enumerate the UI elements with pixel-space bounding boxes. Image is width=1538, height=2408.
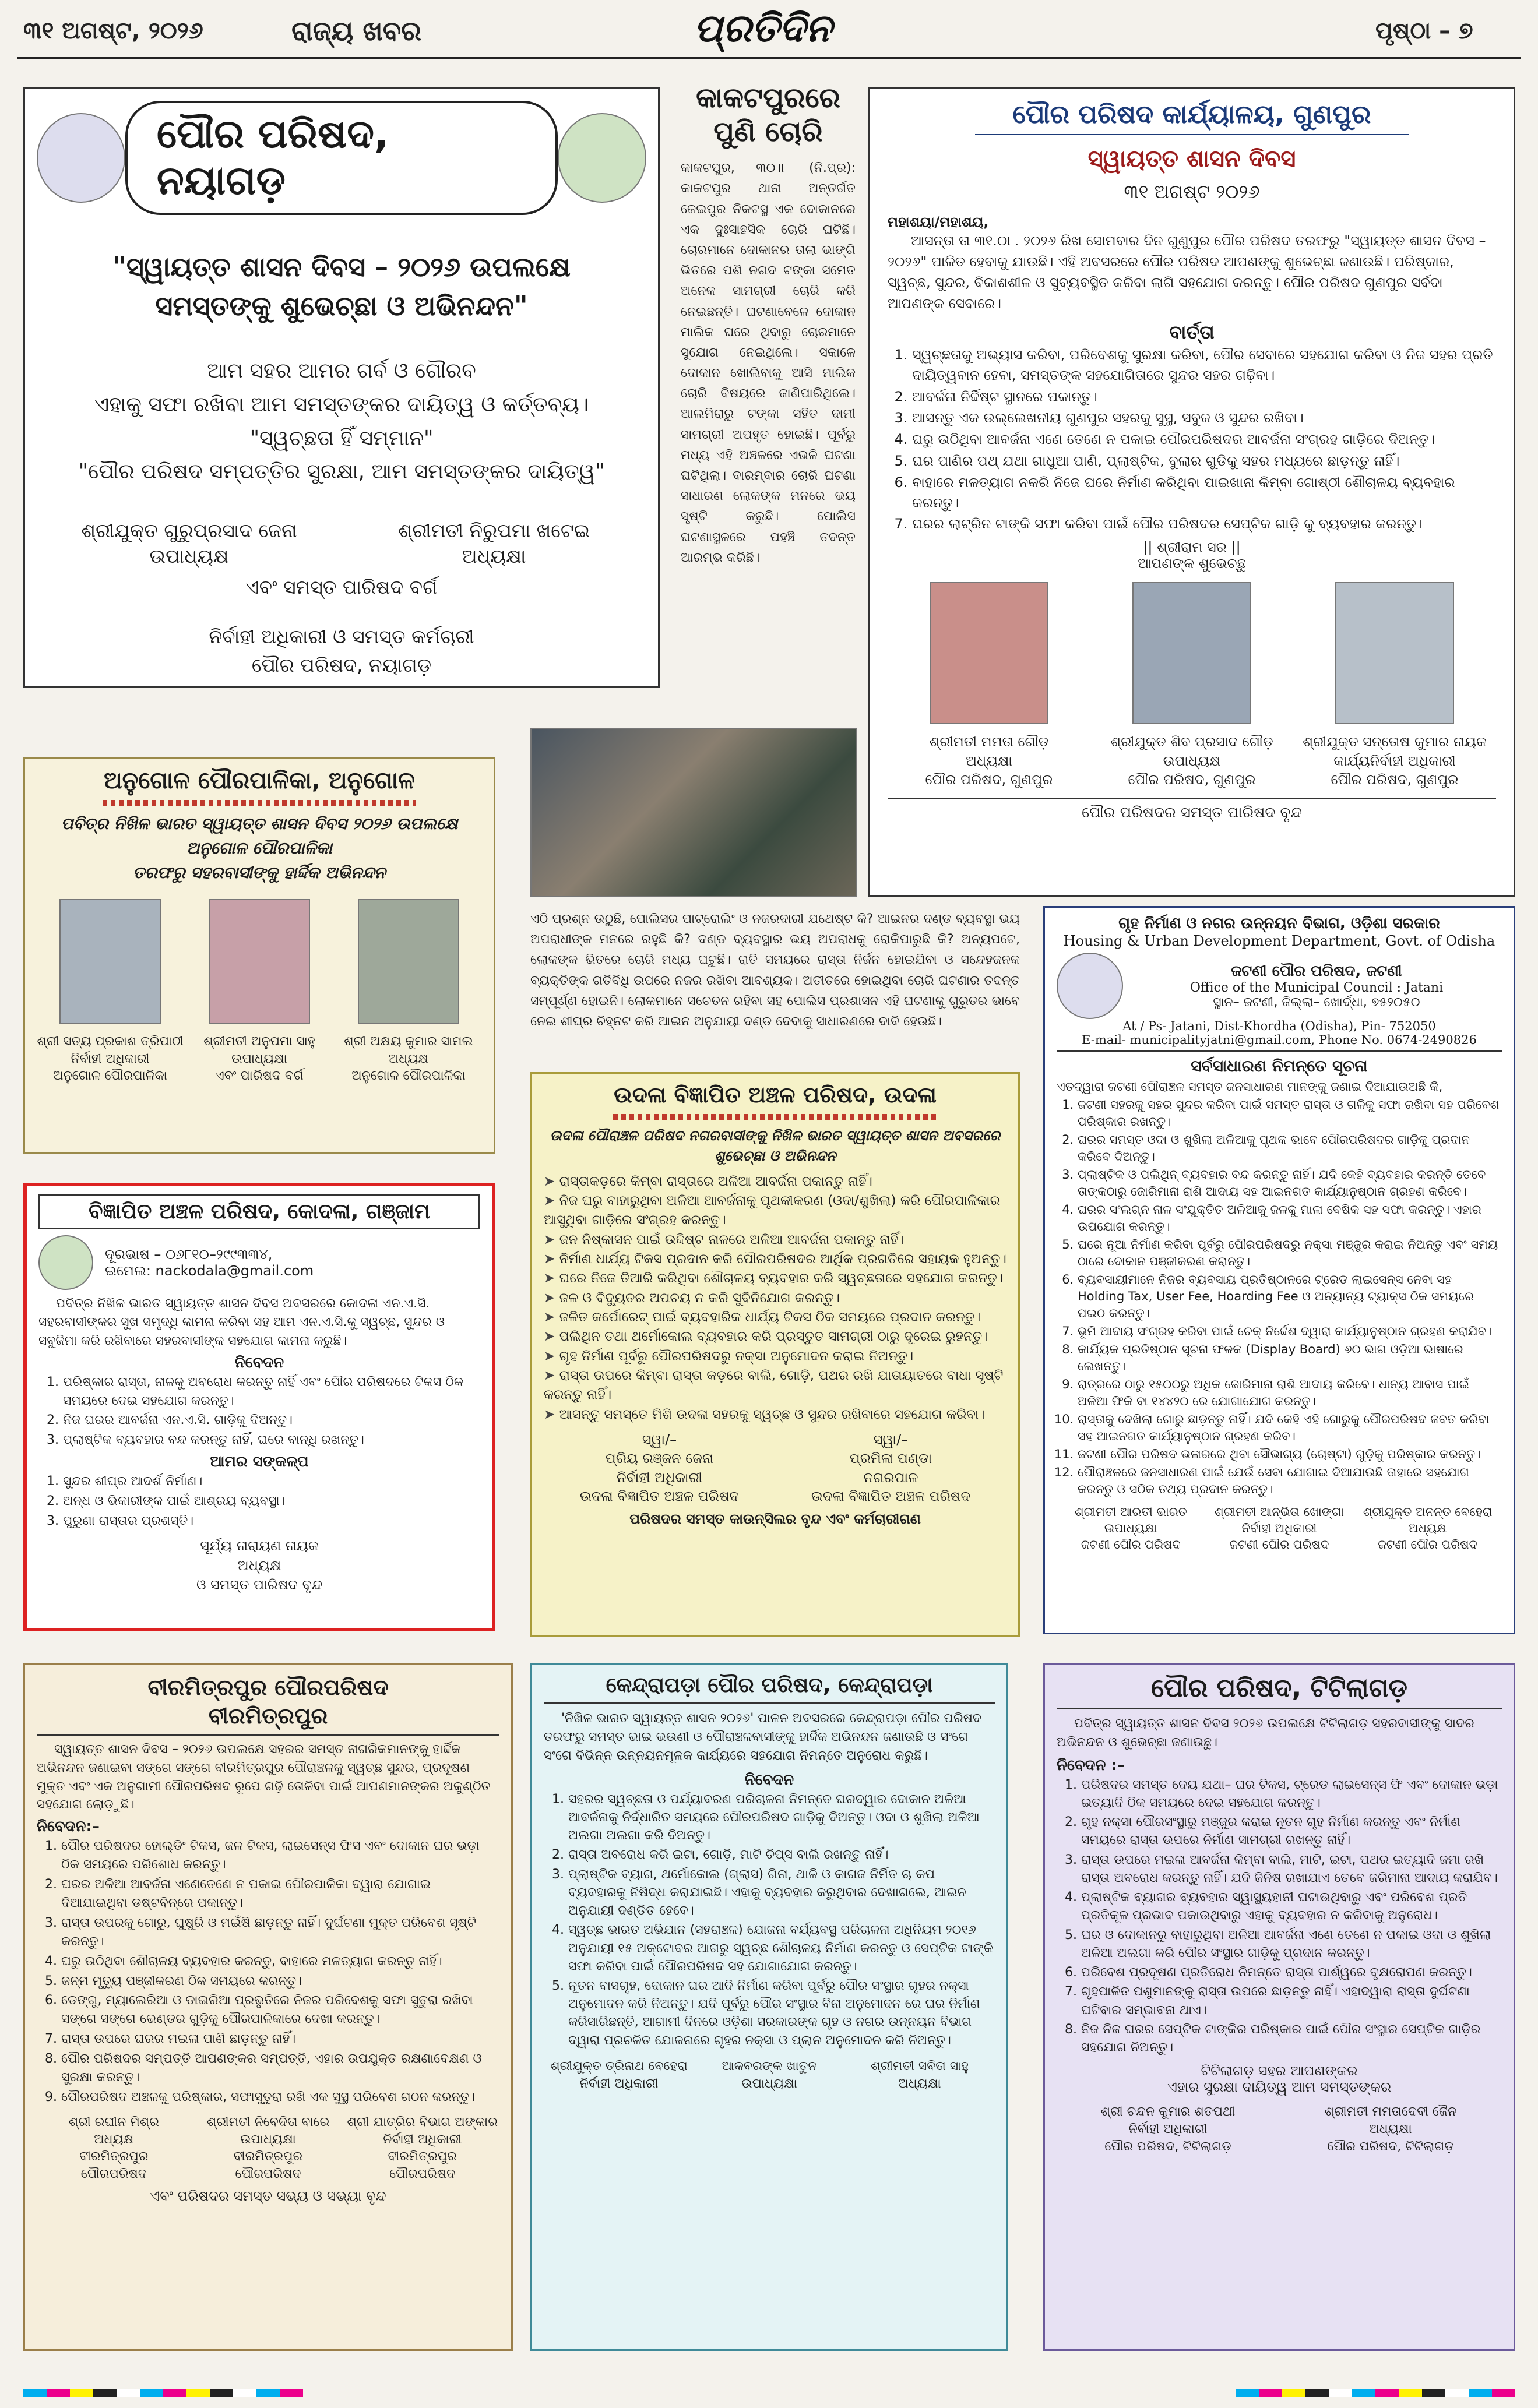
list-item: 6. ଡେଙ୍ଗୁ, ମ୍ୟାଲେରିଆ ଓ ଡାଇରିଆ ପ୍ରଭୃତିରେ ନିଜର ପରିବେଶକୁ ସଫା ସୁତୁରା ରଖିବା ସଙ୍ଗେ ସଙ୍ଗେ ଭେଣ୍ଡର ଗୁଡ଼ିକୁ ପୌରପାଳିକାରେ ଦେଖା କରନ୍ତୁ। (61, 1991, 499, 2029)
angul-divider (103, 800, 416, 806)
person-org: ଅନୁଗୋଳ ପୌରପାଳିକା (351, 1069, 466, 1084)
nayagarh-sign3: ଏବଂ ସମସ୍ତ ପାରିଷଦ ବର୍ଗ (245, 575, 438, 598)
jatani-heading: ସର୍ବସାଧାରଣ ନିମନ୍ତେ ସୂଚନା (1191, 1056, 1368, 1076)
person-org: ଜଟଣୀ ପୌର ପରିଷଦ (1378, 1538, 1478, 1552)
person-name: ଶ୍ରୀଯୁକ୍ତ ସନ୍ତୋଷ କୁମାର ନାୟକ (1303, 734, 1487, 750)
kodala-sign-all: ଓ ସମସ୍ତ ପାରିଷଦ ବୃନ୍ଦ (196, 1577, 323, 1593)
person-org: ଜଟଣୀ ପୌର ପରିଷଦ (1081, 1538, 1181, 1552)
biramitrapur-list (37, 1837, 499, 2106)
list-item: 1. ସହରର ସ୍ୱଚ୍ଛତା ଓ ପର୍ଯ୍ୟାବରଣ ପରିଚାଳନା ନିମନ୍ତେ ଘରଦ୍ୱାର ଦୋକାନ ଅଳିଆ ଆବର୍ଜନାକୁ ନିର୍ଦ୍ଧାରିତ ସମୟରେ ପୌରପରିଷଦ ଗାଡ଼ିକୁ ଦିଅନ୍ତୁ। ଓଦା ଓ ଶୁଖିଲା ଅଳିଆ ଅଲଗା ଅଲଗା କରି ଦିଅନ୍ତୁ। (568, 1790, 995, 1845)
person-name: ଶ୍ରୀ ଚନ୍ଦନ କୁମାର ଶତପଥୀ (1100, 2104, 1236, 2120)
list-item: 5. ଘରେ ନୂଆ ନିର୍ମାଣ କରିବା ପୂର୍ବରୁ ପୌରପରିଷଦରୁ ନକ୍ସା ମଞ୍ଜୁର କରାଇ ନିଅନ୍ତୁ ଏବଂ ସମୟ ଠାରେ ଦୋକାନ ପଞ୍ଜୀକରଣ କରାନ୍ତୁ। (1078, 1236, 1502, 1270)
person-name: ଶ୍ରୀ ଯାତ୍ରିର ବିଭାଗ ଅଙ୍କାର (347, 2114, 498, 2130)
person-org: ପୌର ପରିଷଦ, ଟିଟିଲାଗଡ଼ (1104, 2139, 1231, 2154)
titilagarh-ad (1043, 1663, 1515, 2351)
person-role: ଉପାଧ୍ୟକ୍ଷା (240, 2132, 296, 2147)
news-headline-1: କାକଟପୁରରେ (696, 82, 840, 114)
titilagarh-closing2: ଏହାର ସୁରକ୍ଷା ଦାୟିତ୍ୱ ଆମ ସମସ୍ତଙ୍କର (1167, 2079, 1392, 2096)
kodala-title: ବିଜ୍ଞାପିତ ଅଞ୍ଚଳ ପରିଷଦ, କୋଦଳା, ଗଞ୍ଜାମ (38, 1194, 480, 1229)
person-org: ପୌରପରିଷଦ (80, 2166, 147, 2181)
gunupur-closing: || ଶ୍ରୀରାମ ସର || (1143, 539, 1241, 556)
biramitrapur-title2: ବୀରମିତ୍ରପୁର (37, 1702, 499, 1735)
list-item: 3. ରାସ୍ତା ଉପରକୁ ଗୋରୁ, ଘୁଷୁରି ଓ ମଇଁଷି ଛାଡ଼ନ୍ତୁ ନାହିଁ। ଦୁର୍ଘଟଣା ମୁକ୍ତ ପରିବେଶ ସୃଷ୍ଟି କରନ୍ତୁ। (61, 1914, 499, 1951)
list-item: ➤ ଜଳିତ କର୍ପୋରେଟ୍ ପାଇଁ ବ୍ୟବହାରିକ ଧାର୍ଯ୍ୟ ଟିକସ ଠିକ ସମୟରେ ପ୍ରଦାନ କରନ୍ତୁ। (544, 1308, 1006, 1327)
list-item: 9. ରାତ୍ରରେ ଠାରୁ ୧୫୦୦ରୁ ଅଧିକ ଜୋରିମାନା ରାଶି ଆଦାୟ କରିବେ। ଧାନ୍ୟ ଆବାସ ପାଇଁ ଅଳିଆ ଫିକି ବା ୧୪୪୨୦ ରେ ଯୋଗାଯୋଗ କରନ୍ତୁ। (1078, 1376, 1502, 1410)
udala-footer: ପରିଷଦର ସମସ୍ତ କାଉନ୍ସିଲର ବୃନ୍ଦ ଏବଂ କର୍ମଚାରୀଗଣ (629, 1510, 921, 1527)
news-body: କାକଟପୁର, ୩୦।୮ (ନି.ପ୍ର): କାକଟପୁର ଥାନା ଅନ୍ତର୍ଗତ ଜେଇପୁର ନିକଟସ୍ଥ ଏକ ଦୋକାନରେ ଏକ ଦୁଃସାହସିକ ଚୋରି ଘଟିଛି। ଚୋରମାନେ ଦୋକାନର ତାଲା ଭାଙ୍ଗି ଭିତରେ ପଶି ନଗଦ ଟଙ୍କା ସମେତ ଅନେକ ସାମଗ୍ରୀ ଚୋରି କରି ନେଇଛନ୍ତି। ଘଟଣାବେଳେ ଦୋକାନ ମାଲିକ ଘରେ ଥିବାରୁ ଚୋରମାନେ ସୁଯୋଗ ନେଇଥିଲେ। ସକାଳେ ଦୋକାନ ଖୋଲିବାକୁ ଆସି ମାଲିକ ଚୋରି ବିଷୟରେ ଜାଣିପାରିଥିଲେ। ଆଲମିରାରୁ ଟଙ୍କା ସହିତ ଦାମୀ ସାମଗ୍ରୀ ଅପହୃତ ହୋଇଛି। ପୂର୍ବରୁ ମଧ୍ୟ ଏହି ଅଞ୍ଚଳରେ ଏଭଳି ଘଟଣା ଘଟିଥିଲା। ବାରମ୍ବାର ଚୋରି ଘଟଣା ସାଧାରଣ ଲୋକଙ୍କ ମନରେ ଭୟ ସୃଷ୍ଟି କରୁଛି। ପୋଲିସ ଘଟଣାସ୍ଥଳରେ ପହଞ୍ଚି ତଦନ୍ତ ଆରମ୍ଭ କରିଛି। (681, 161, 856, 565)
odisha-emblem-icon (37, 113, 125, 203)
person-org: ପୌର ପରିଷଦ, ଗୁଣପୁର (925, 771, 1053, 788)
person-name: ଶ୍ରୀମତୀ ନିବେଦିତା ବାରେ (206, 2114, 330, 2130)
jatani-ad (1043, 906, 1515, 1634)
sign-label: ସ୍ୱା/– (873, 1432, 909, 1448)
nayagarh-sign2-role: ଅଧ୍ୟକ୍ଷା (462, 545, 526, 568)
list-item: ➤ ରାସ୍ତା ଉପରେ କିମ୍ବା ରାସ୍ତା କଡ଼ରେ ବାଲି, ଗୋଡ଼ି, ପଥର ରଖି ଯାତାୟାତରେ ବାଧା ସୃଷ୍ଟି କରନ୍ତୁ ନାହିଁ। (544, 1366, 1006, 1405)
list-item: 2. ଘରର ସମସ୍ତ ଓଦା ଓ ଶୁଖିଲା ଅଳିଆକୁ ପୃଥକ ଭାବେ ପୌରପରିଷଦର ଗାଡ଼ିକୁ ପ୍ରଦାନ କରିବେ ଦିଅନ୍ତୁ। (1078, 1131, 1502, 1165)
list-item: 3. ପ୍ଲାଷ୍ଟିକ ବ୍ୟାଗ, ଥର୍ମୋକୋଲ (ଗ୍ଲାସ) ଗିନା, ଥାଳି ଓ କାଗଜ ନିର୍ମିତ ଚା କପ ବ୍ୟବହାରକୁ ନିଷିଦ୍ଧ କରାଯାଇଛି। ଏହାକୁ ବ୍ୟବହାର କରୁଥିବାର ଦେଖାଗଲେ, ଆଇନ ଅନୁଯାୟୀ ଦଣ୍ଡିତ ହେବେ। (568, 1866, 995, 1920)
jatani-head2: Housing & Urban Development Department, Govt. of Odisha (1063, 933, 1495, 949)
jatani-intro: ଏତଦ୍ୱାରା ଜଟଣୀ ପୌରାଞ୍ଚଳ ସମସ୍ତ ଜନସାଧାରଣ ମାନଙ୍କୁ ଜଣାଇ ଦିଆଯାଉଅଛି କି, (1057, 1080, 1443, 1094)
udala-ad (530, 1072, 1020, 1637)
person-org: ଅନୁଗୋଳ ପୌରପାଳିକା (53, 1069, 167, 1084)
biramitrapur-title1: ବୀରମିତ୍ରପୁର ପୌରପରିଷଦ (147, 1674, 389, 1700)
person-name: ଶ୍ରୀମତୀ ସବିତା ସାହୁ (871, 2058, 969, 2074)
nayagarh-ad (23, 87, 660, 688)
list-item: 4. ଘରୁ ଉଠିଥିବା ଶୌଚାଳୟ ବ୍ୟବହାର କରନ୍ତୁ, ବାହାରେ ମଳତ୍ୟାଗ କରନ୍ତୁ ନାହିଁ। (61, 1952, 499, 1971)
gunupur-photo-1 (930, 582, 1048, 724)
jatani-list (1057, 1097, 1502, 1497)
angul-ad (23, 757, 495, 1154)
kodala-list2 (38, 1472, 480, 1531)
person-role: ନିର୍ବାହୀ ଅଧିକାରୀ (383, 2132, 462, 2147)
list-item: 3. ପ୍ଲାଷ୍ଟିକ ବ୍ୟବହାର ବନ୍ଦ କରନ୍ତୁ ନାହିଁ, ଘରେ ବାନ୍ଧି ରଖନ୍ତୁ। (63, 1431, 480, 1450)
list-item: 2. ଗୃହ ନକ୍ସା ପୌରସଂସ୍ଥାରୁ ମଞ୍ଜୁର କରାଇ ନୂତନ ଗୃହ ନିର୍ମାଣ କରନ୍ତୁ ଏବଂ ନିର୍ମାଣ ସମୟରେ ରାସ୍ତା ଉପରେ ନିର୍ମାଣ ସାମଗ୍ରୀ ରଖନ୍ତୁ ନାହିଁ। (1081, 1813, 1502, 1849)
list-item: 5. ଘର ପାଣିର ପଥ୍ ଯଥା ଗାଧୁଆ ପାଣି, ପ୍ଲାଷ୍ଟିକ, ବୁଲାର ଗୁଡିକୁ ସହର ମଧ୍ୟରେ ଛାଡ଼ନ୍ତୁ ନାହିଁ। (912, 451, 1496, 471)
list-item: 7. ରାସ୍ତା ଉପରେ ଘରର ମଇଳା ପାଣି ଛାଡ଼ନ୍ତୁ ନାହିଁ। (61, 2030, 499, 2049)
titilagarh-title: ପୌର ପରିଷଦ, ଟିଟିଲାଗଡ଼ (1057, 1673, 1502, 1709)
list-item: 4. ଘରର ସଂଲଗ୍ନ ନାଳ ସଂଯୁକ୍ତିତ ଅଳିଆକୁ ଜଳକୁ ମାଳା ବେଷିକ ସହ ସଫା କରନ୍ତୁ। ଏହାର ଉପଯୋଗ କରନ୍ତୁ। (1078, 1201, 1502, 1235)
person-org: ବୀରମିତ୍ରପୁର (233, 2149, 303, 2164)
list-item: 1. ପରିଷ୍କାର ରାସ୍ତା, ନାଳକୁ ଅବରୋଧ କରନ୍ତୁ ନାହିଁ ଏବଂ ପୌର ପରିଷଦରେ ଟିକସ ଠିକ ସମୟରେ ଦେଇ ସହଯୋଗ କରନ୍ତୁ। (63, 1373, 480, 1411)
kodala-heading2: ଆମର ସଙ୍କଳ୍ପ (210, 1453, 309, 1471)
person-role: ଉପାଧ୍ୟକ୍ଷା (231, 1051, 287, 1066)
person-role: ନଗରପାଳ (863, 1469, 918, 1486)
udala-intro: ଉଦଳା ପୌରାଞ୍ଚଳ ପରିଷଦ ନଗରବାସୀଙ୍କୁ ନିଖିଳ ଭାରତ ସ୍ୱାୟତ୍ତ ଶାସନ ଅବସରରେ ଶୁଭେଚ୍ଛା ଓ ଅଭିନନ୍ଦନ (550, 1127, 1001, 1164)
kodala-logo-icon (38, 1235, 93, 1290)
person-role: ଅଧ୍ୟକ୍ଷ (1409, 1521, 1447, 1536)
kodala-ad (23, 1183, 495, 1631)
registration-strip-left (23, 2389, 303, 2397)
nayagarh-greeting: "ସ୍ୱାୟତ୍ତ ଶାସନ ଦିବସ – ୨୦୨୬ ଉପଲକ୍ଷେ ସମସ୍ତଙ୍କୁ ଶୁଭେଚ୍ଛା ଓ ଅଭିନନ୍ଦନ" (112, 251, 571, 322)
person-name: ଶ୍ରୀଯୁକ୍ତ ତ୍ରିନାଥ ବେହେରା (550, 2058, 688, 2074)
list-item: 9. ପୌରପରିଷଦ ଅଞ୍ଚଳକୁ ପରିଷ୍କାର, ସଫାସୁତୁରା ରଖି ଏକ ସୁସ୍ଥ ପରିବେଶ ଗଠନ କରନ୍ତୁ। (61, 2088, 499, 2107)
list-item: 3. ପୁରୁଣା ରାସ୍ତାର ପ୍ରଶସ୍ତି। (63, 1512, 480, 1531)
list-item: 4. ସ୍ୱଚ୍ଛ ଭାରତ ଅଭିଯାନ (ସହରାଞ୍ଚଳ) ଯୋଜନା ବର୍ଯ୍ୟବସ୍ଥ ପରିଚାଳନା ଅଧିନିୟମ ୨୦୧୬ ଅନୁଯାୟୀ ୧୫ ଅକ୍ଟୋବର ଆଗରୁ ସ୍ୱଚ୍ଛ ଶୌଚାଳୟ ନିର୍ମାଣ କରନ୍ତୁ ଓ ସେପ୍ଟିକ ଟାଙ୍କି ସଫା କରିବା ପାଇଁ ପୌରପରିଷଦ ସହ ଯୋଗାଯୋଗ କରନ୍ତୁ। (568, 1921, 995, 1976)
kendrapara-list (544, 1790, 995, 2050)
kodala-sign-name: ସୂର୍ଯ୍ୟ ନାରାୟଣ ନାୟକ (200, 1537, 319, 1554)
person-role: ଅଧ୍ୟକ୍ଷା (1369, 2121, 1412, 2136)
person-org: ଏବଂ ପାରିଷଦ ବର୍ଗ (215, 1069, 304, 1084)
person-role: ନିର୍ବାହୀ ଅଧିକାରୀ (1241, 1521, 1317, 1536)
kendrapara-heading: ନିବେଦନ (744, 1771, 794, 1789)
person-org: ଉଦଳା ବିଜ୍ଞାପିତ ଅଞ୍ଚଳ ପରିଷଦ (579, 1488, 740, 1505)
person-name: ଶ୍ରୀମତୀ ମମତାଦେବୀ ଜୈନ (1324, 2104, 1457, 2120)
person-name: ଶ୍ରୀମତୀ ମମତା ଗୌଡ଼ (929, 734, 1049, 750)
kendrapara-ad (530, 1663, 1008, 2351)
angul-line2: ଅନୁଗୋଳ ପୌରପାଳିକା (186, 838, 332, 858)
list-item: ➤ ନିଜ ଘରୁ ବାହାରୁଥିବା ଅଳିଆ ଆବର୍ଜନାକୁ ପୃଥକୀକରଣ (ଓଦା/ଶୁଖିଲା) କରି ପୌରପାଳିକାର ଆସୁଥିବା ଗାଡ଼ିରେ ସଂଗ୍ରହ କରନ୍ତୁ। (544, 1191, 1006, 1231)
news-photo (530, 728, 857, 897)
section-name: ରାଜ୍ୟ ଖବର (291, 15, 421, 47)
list-item: 8. କାର୍ଯ୍ୟିକ ପ୍ରତିଷ୍ଠାନ ସୂଚନା ଫଳକ (Display Board) ୬୦ ଭାଗ ଓଡ଼ିଆ ଭାଷାରେ ଲେଖନ୍ତୁ। (1078, 1341, 1502, 1375)
person-org: ଉଦଳା ବିଜ୍ଞାପିତ ଅଞ୍ଚଳ ପରିଷଦ (811, 1488, 971, 1505)
titilagarh-list (1057, 1776, 1502, 2057)
nayagarh-sign1-role: ଉପାଧ୍ୟକ୍ଷ (149, 545, 229, 568)
udala-list (544, 1172, 1006, 1425)
list-item: 7. ଗୃହପାଳିତ ପଶୁମାନଙ୍କୁ ରାସ୍ତା ଉପରେ ଛାଡ଼ନ୍ତୁ ନାହିଁ। ଏହାଦ୍ୱାରା ରାସ୍ତା ଦୁର୍ଘଟଣା ଘଟିବାର ସମ୍ଭାବନା ଥାଏ। (1081, 1983, 1502, 2019)
person-name: ଶ୍ରୀଯୁକ୍ତ ଅନନ୍ତ ବେହେରା (1363, 1504, 1493, 1519)
nayagarh-sign2-name: ଶ୍ରୀମତୀ ନିରୁପମା ଖଟେଇ (397, 519, 590, 542)
list-item: 2. ଅନ୍ଧ ଓ ଭିକାରୀଙ୍କ ପାଇଁ ଆଶ୍ରୟ ବ୍ୟବସ୍ଥା। (63, 1492, 480, 1511)
person-org: ପୌର ପରିଷଦ, ଟିଟିଲାଗଡ଼ (1327, 2139, 1454, 2154)
kodala-intro: ପବିତ୍ର ନିଖିଳ ଭାରତ ସ୍ୱାୟତ୍ତ ଶାସନ ଦିବସ ଅବସରରେ କୋଦଳା ଏନ.ଏ.ସି. ସହରବାସୀଙ୍କର ସୁଖ ସମୃଦ୍ଧି କାମନା କରିବା ସହ ଆମ ଏନ.ଏ.ସି.କୁ ସ୍ୱଚ୍ଛ, ସୁନ୍ଦର ଓ ସବୁଜିମା କରି ରଖିବାରେ ସହରବାସୀଙ୍କ ସହଯୋଗ କାମନା କରୁଛି। (38, 1296, 445, 1348)
person-name: ପ୍ରିୟ ରଞ୍ଜନ ଜେନା (605, 1450, 714, 1467)
person-role: ନିର୍ବାହୀ ଅଧିକାରୀ (1128, 2121, 1208, 2136)
list-item: 7. ଭୂମି ଆଦାୟ ସଂଗ୍ରହ କରିବା ପାଇଁ ଚେକ୍ ନିର୍ଦ୍ଦେଶ ଦ୍ୱାରା କାର୍ଯ୍ୟାନୁଷ୍ଠାନ ଗ୍ରହଣ କରାଯିବ। (1078, 1323, 1502, 1340)
biramitrapur-intro: ସ୍ୱାୟତ୍ତ ଶାସନ ଦିବସ – ୨୦୨୬ ଉପଲକ୍ଷେ ସହରର ସମସ୍ତ ନାଗରିକମାନଙ୍କୁ ହାର୍ଦ୍ଦିକ ଅଭିନନ୍ଦନ ଜଣାଇବା ସଙ୍ଗେ ସଙ୍ଗେ ବୀରମିତ୍ରପୁର ପୌରାଞ୍ଚଳକୁ ସ୍ୱଚ୍ଛ ସୁନ୍ଦର, ପ୍ରଦୂଷଣ ମୁକ୍ତ ଏବଂ ଏକ ଅନୁଗାମୀ ପୌରପରିଷଦ ରୂପେ ଗଢ଼ି ତୋଳିବା ପାଇଁ ଆପଣମାନଙ୍କର ଅକୁଣ୍ଠିତ ସହଯୋଗ ଲୋଡ଼ୁଛି। (37, 1741, 491, 1813)
list-item: 3. ଆସନ୍ତୁ ଏକ ଉଲ୍ଲେଖନୀୟ ଗୁଣପୁର ସହରକୁ ସୁସ୍ଥ, ସବୁଜ ଓ ସୁନ୍ଦର ରଖିବା। (912, 408, 1496, 428)
titilagarh-heading: ନିବେଦନ :– (1057, 1756, 1125, 1774)
odisha-emblem-icon (1057, 953, 1123, 1019)
angul-photo-3 (358, 899, 459, 1024)
list-item: 4. ଘରୁ ଉଠିଥିବା ଆବର୍ଜନା ଏଣେ ତେଣେ ନ ପକାଇ ପୌରପରିଷଦର ଆବର୍ଜନା ସଂଗ୍ରହ ଗାଡ଼ିରେ ଦିଅନ୍ତୁ। (912, 429, 1496, 450)
list-item: 6. ବାହାରେ ମଳତ୍ୟାଗ ନକରି ନିଜେ ଘରେ ନିର୍ମାଣ କରିଥିବା ପାଇଖାନା କିମ୍ବା ଗୋଷ୍ଠୀ ଶୌଚାଳୟ ବ୍ୟବହାର କରନ୍ତୁ। (912, 473, 1496, 513)
person-role: ନିର୍ବାହୀ ଅଧିକାରୀ (579, 2076, 659, 2091)
gunupur-list (888, 345, 1496, 534)
gunupur-intro: ଆସନ୍ତା ତା ୩୧.୦୮. ୨୦୨୬ ରିଖ ସୋମବାର ଦିନ ଗୁଣୁପୁର ପୌର ପରିଷଦ ତରଫରୁ "ସ୍ୱାୟତ୍ତ ଶାସନ ଦିବସ – ୨୦୨୬" ପାଳିତ ହେବାକୁ ଯାଉଛି। ଏହି ଅବସରରେ ପୌର ପରିଷଦ ଆପଣଙ୍କୁ ଶୁଭେଚ୍ଛା ଜଣାଉଛି। ପରିଷ୍କାର, ସ୍ୱଚ୍ଛ, ସୁନ୍ଦର, ବିକାଶଶୀଳ ଓ ସୁବ୍ୟବସ୍ଥିତ କରିବା ଲାଗି ସହଯୋଗ କରନ୍ତୁ। ପୌର ପରିଷଦ ଗୁଣପୁର ସର୍ବଦା ଆପଣଙ୍କ ସେବାରେ। (888, 232, 1486, 312)
nayagarh-slogan: "ସ୍ୱଚ୍ଛତା ହିଁ ସମ୍ମାନ" (249, 426, 434, 450)
list-item: 2. ଆବର୍ଜନା ନିର୍ଦ୍ଦିଷ୍ଟ ସ୍ଥାନରେ ପକାନ୍ତୁ। (912, 387, 1496, 407)
list-item: ➤ ଗୃହ ନିର୍ମାଣ ପୂର୍ବରୁ ପୌରପରିଷଦରୁ ନକ୍ସା ଅନୁମୋଦନ କରାଇ ନିଅନ୍ତୁ। (544, 1347, 1006, 1366)
kodala-phone: ଦୂରଭାଷ – ୦୬୮୧୦–୨୯୯୩୩୪, (105, 1246, 273, 1263)
jatani-head5: ସ୍ଥାନ– ଜଟଣୀ, ଜିଲ୍ଲା– ଖୋର୍ଦ୍ଧା, ୭୫୨୦୫୦ (1213, 995, 1420, 1010)
person-role: ଅଧ୍ୟକ୍ଷ (94, 2132, 134, 2147)
list-item: 2. ଘରର ଅଳିଆ ଆବର୍ଜନା ଏଣେତେଣେ ନ ପକାଇ ପୌରପାଳିକା ଦ୍ୱାରା ଯୋଗାଇ ଦିଆଯାଇଥିବା ଡଷ୍ଟବିନ୍‌ରେ ପକାନ୍ତୁ। (61, 1875, 499, 1913)
person-name: ଶ୍ରୀ ରଘୀନ ମିଶ୍ର (68, 2114, 159, 2130)
angul-title: ଅନୁଗୋଳ ପୌରପାଳିକା, ଅନୁଗୋଳ (104, 767, 415, 794)
list-item: 1. ପରିଷଦର ସମସ୍ତ ଦେୟ ଯଥା– ଘର ଟିକସ, ଟ୍ରେଡ ଲାଇସେନ୍ସ ଫି ଏବଂ ଦୋକାନ ଭଡ଼ା ଇତ୍ୟାଦି ଠିକ ସମୟରେ ଦେଇ ସହଯୋଗ କରନ୍ତୁ। (1081, 1776, 1502, 1812)
list-item: 8. ନିଜ ନିଜ ଘରର ସେପ୍ଟିକ ଟାଙ୍କିର ପରିଷ୍କାର ପାଇଁ ପୌର ସଂସ୍ଥାର ସେପ୍ଟିକ ଗାଡ଼ିର ସହଯୋଗ ନିଅନ୍ତୁ। (1081, 2021, 1502, 2057)
biramitrapur-heading: ନିବେଦନ:– (37, 1818, 100, 1836)
list-item: ➤ ରାସ୍ତାକଡ଼ରେ କିମ୍ବା ରାସ୍ତାରେ ଅଳିଆ ଆବର୍ଜନା ପକାନ୍ତୁ ନାହିଁ। (544, 1172, 1006, 1191)
person-org: ଜଟଣୀ ପୌର ପରିଷଦ (1229, 1538, 1329, 1552)
gunupur-closing2: ଆପଣଙ୍କ ଶୁଭେଚ୍ଛୁ (1138, 555, 1246, 572)
person-name: ଆକବରଙ୍କ ଖାତୁନ (722, 2058, 817, 2074)
list-item: 5. ଘର ଓ ଦୋକାନରୁ ବାହାରୁଥିବା ଅଳିଆ ଆବର୍ଜନା ଏଣେ ତେଣେ ନ ପକାଇ ଓଦା ଓ ଶୁଖିଲା ଅଳିଆ ଅଲଗା କରି ପୌର ସଂସ୍ଥାର ଗାଡ଼ିକୁ ପ୍ରଦାନ କରନ୍ତୁ। (1081, 1926, 1502, 1962)
list-item: 1. ଜଟଣୀ ସହରକୁ ସହର ସୁନ୍ଦର କରିବା ପାଇଁ ସମସ୍ତ ରାସ୍ତା ଓ ଗଳିକୁ ସଫା ରଖିବା ସହ ପରିବେଶ ପରିଷ୍କାର ରଖନ୍ତୁ। (1078, 1097, 1502, 1130)
list-item: 2. ରାସ୍ତା ଅବରୋଧ କରି ଇଟା, ଗୋଡ଼ି, ମାଟି ଚିପ୍ସ ବାଲି ରଖନ୍ତୁ ନାହିଁ। (568, 1846, 995, 1864)
gunupur-photo-2 (1132, 582, 1251, 724)
gunupur-subtitle: ସ୍ୱାୟତ୍ତ ଶାସନ ଦିବସ (1087, 146, 1296, 172)
angul-line1: ପବିତ୍ର ନିଖିଳ ଭାରତ ସ୍ୱାୟତ୍ତ ଶାସନ ଦିବସ ୨୦୨୬ ଉପଲକ୍ଷେ (61, 814, 458, 833)
list-item: 1. ପୌର ପରିଷଦର ହୋଲ୍ଡିଂ ଟିକସ, ଜଳ ଟିକସ, ଲାଇସେନ୍ସ ଫିସ ଏବଂ ଦୋକାନ ଘର ଭଡ଼ା ଠିକ ସମୟରେ ପରିଶୋଧ କରନ୍ତୁ। (61, 1837, 499, 1874)
gunupur-footer: ପୌର ପରିଷଦର ସମସ୍ତ ପାରିଷଦ ବୃନ୍ଦ (888, 798, 1496, 822)
news-article (681, 82, 856, 671)
person-org: ପୌର ପରିଷଦ, ଗୁଣପୁର (1128, 771, 1256, 788)
list-item: 8. ପୌର ପରିଷଦର ସମ୍ପତ୍ତି ଆପଣଙ୍କର ସମ୍ପତ୍ତି, ଏହାର ଉପଯୁକ୍ତ ରକ୍ଷଣାବେକ୍ଷଣ ଓ ସୁରକ୍ଷା କରନ୍ତୁ। (61, 2050, 499, 2087)
jatani-head3: ଜଟଣୀ ପୌର ପରିଷଦ, ଜଟଣୀ (1231, 962, 1402, 980)
person-org: ପୌରପରିଷଦ (389, 2166, 456, 2181)
person-org: ପୌର ପରିଷଦ, ଗୁଣପୁର (1331, 771, 1459, 788)
person-role: କାର୍ଯ୍ୟନିର୍ବାହୀ ଅଧିକାରୀ (1333, 752, 1456, 769)
list-item: ➤ ଆସନ୍ତୁ ସମସ୍ତେ ମିଶି ଉଦଳା ସହରକୁ ସ୍ୱଚ୍ଛ ଓ ସୁନ୍ଦର ରଖିବାରେ ସହଯୋଗ କରିବା। (544, 1405, 1006, 1425)
person-role: ଉପାଧ୍ୟକ୍ଷା (741, 2076, 797, 2091)
list-item: ➤ ପଲିଥିନ ତଥା ଥର୍ମୋକୋଲ ବ୍ୟବହାର କରି ପ୍ରସ୍ତୁତ ସାମଗ୍ରୀ ଠାରୁ ଦୂରେଇ ରୁହନ୍ତୁ। (544, 1327, 1006, 1346)
kodala-sign-role: ଅଧ୍ୟକ୍ଷ (237, 1557, 281, 1574)
gunupur-photo-3 (1335, 582, 1454, 724)
gunupur-salutation: ମହାଶୟା/ମହାଶୟ, (888, 214, 989, 230)
titilagarh-intro: ପବିତ୍ର ସ୍ୱାୟତ୍ତ ଶାସନ ଦିବସ ୨୦୨୬ ଉପଲକ୍ଷେ ଟିଟିଲାଗଡ଼ ସହରବାସୀଙ୍କୁ ସାଦର ଅଭିନନ୍ଦନ ଓ ଶୁଭେଚ୍ଛା ଜଣାଉଛୁ। (1057, 1716, 1474, 1750)
nayagarh-line2: ଏହାକୁ ସଫା ରଖିବା ଆମ ସମସ୍ତଙ୍କର ଦାୟିତ୍ୱ ଓ କର୍ତ୍ତବ୍ୟ। (94, 392, 589, 417)
news-headline-2: ପୁଣି ଚୋରି (713, 115, 823, 148)
nayagarh-sign1-name: ଶ୍ରୀଯୁକ୍ତ ଗୁରୁପ୍ରସାଦ ଜେନା (81, 519, 297, 542)
biramitrapur-footer: ଏବଂ ପରିଷଦର ସମସ୍ତ ସଭ୍ୟ ଓ ସଭ୍ୟା ବୃନ୍ଦ (150, 2187, 386, 2204)
jatani-head7: E-mail- municipalityjatni@gmail.com, Phone No. 0674-2490826 (1057, 1033, 1502, 1052)
list-item: 3. ରାସ୍ତା ଉପରେ ମଇଳା ଆବର୍ଜନା କିମ୍ବା ବାଲି, ମାଟି, ଇଟା, ପଥର ଇତ୍ୟାଦି ଜମା ରଖି ରାସ୍ତା ଅବରୋଧ କରନ୍ତୁ ନାହିଁ। ଯଦି ଜିନିଷ ରଖାଯାଏ ତେବେ ଜରିମାନା ଆଦାୟ କରାଯିବ। (1081, 1851, 1502, 1887)
person-role: ଅଧ୍ୟକ୍ଷ (388, 1051, 429, 1066)
list-item: 1. ସ୍ୱଚ୍ଛତାକୁ ଅଭ୍ୟାସ କରିବା, ପରିବେଶକୁ ସୁରକ୍ଷା କରିବା, ପୌର ସେବାରେ ସହଯୋଗ କରିବା ଓ ନିଜ ସହର ପ୍ରତି ଦାୟିତ୍ୱବାନ ହେବା, ସମସ୍ତଙ୍କ ସହଯୋଗିତାରେ ସୁନ୍ଦର ସହର ଗଢ଼ିବା। (912, 345, 1496, 386)
list-item: 11. ଜଟଣୀ ପୌର ପରିଷଦ ଭଳାରରେ ଥିବା ସୌଭାଗ୍ୟ (ଚୋଷ୍ଟା) ଗୁଡ଼ିକୁ ପରିଷ୍କାର କରନ୍ତୁ। (1078, 1446, 1502, 1463)
person-name: ପ୍ରମିଳା ପଣ୍ଡା (849, 1450, 932, 1467)
person-name: ଶ୍ରୀ ଅକ୍ଷୟ କୁମାର ସାମଲ (344, 1034, 473, 1049)
person-role: ନିର୍ବାହୀ ଅଧିକାରୀ (71, 1051, 150, 1066)
sign-label: ସ୍ୱା/– (642, 1432, 677, 1448)
biramitrapur-ad (23, 1663, 513, 2351)
nayagarh-title: ପୌର ପରିଷଦ, ନୟାଗଡ଼ (125, 101, 558, 215)
udala-title: ଉଦଳା ବିଜ୍ଞାପିତ ଅଞ୍ଚଳ ପରିଷଦ, ଉଦଳା (614, 1082, 937, 1108)
person-role: ଉପାଧ୍ୟକ୍ଷ (1163, 752, 1221, 769)
list-item: 10. ରାସ୍ତାକୁ ଦେଖିଲା ଗୋରୁ ଛାଡ଼ନ୍ତୁ ନାହିଁ। ଯଦି କେହି ଏହି ଗୋରୁକୁ ପୌରପରିଷଦ ଜବତ କରିବା ସହ ଆଇନଗତ କାର୍ଯ୍ୟାନୁଷ୍ଠାନ ଗ୍ରହଣ କରିବ। (1078, 1411, 1502, 1445)
person-org: ପୌରପରିଷଦ (235, 2166, 301, 2181)
list-item: ➤ ଘରେ ନିଜେ ତିଆରି କରିଥିବା ଶୌଚାଳୟ ବ୍ୟବହାର କରି ସ୍ୱଚ୍ଛତାରେ ସହଯୋଗ କରନ୍ତୁ। (544, 1269, 1006, 1288)
gunupur-heading: ବାର୍ତ୍ତା (1169, 321, 1215, 343)
jatani-head4: Office of the Municipal Council : Jatani (1189, 980, 1444, 995)
list-item: ➤ ଜଳ ଓ ବିଦ୍ୟୁତର ଅପଚୟ ନ କରି ସୁବିନିଯୋଗ କରନ୍ତୁ। (544, 1289, 1006, 1308)
masthead: ପ୍ରତିଦିନ (694, 6, 832, 51)
gunupur-title: ପୌର ପରିଷଦ କାର୍ଯ୍ୟାଳୟ, ଗୁଣପୁର (975, 100, 1409, 136)
person-name: ଶ୍ରୀମତୀ ଅନୁପମା ସାହୁ (203, 1034, 315, 1049)
kendrapara-intro: 'ନିଖିଳ ଭାରତ ସ୍ୱାୟତ୍ତ ଶାସନ ୨୦୨୬' ପାଳନ ଅବସରରେ କେନ୍ଦ୍ରାପଡ଼ା ପୌର ପରିଷଦ ତରଫରୁ ସମସ୍ତ ଭାଇ ଭଉଣୀ ଓ ପୌରାଞ୍ଚଳବାସୀଙ୍କୁ ହାର୍ଦ୍ଦିକ ଅଭିନନ୍ଦନ ଜଣାଉଛି ଓ ସଂଗେ ସଂଗେ ବିଭିନ୍ନ ଉନ୍ନୟନମୂଳକ କାର୍ଯ୍ୟରେ ସହଯୋଗ ନିମନ୍ତେ ଅନୁରୋଧ କରୁଛି। (544, 1711, 982, 1763)
list-item: 1. ସୁନ୍ଦର ଶୀଘ୍ର ଆଦର୍ଶ ନିର୍ମାଣ। (63, 1472, 480, 1491)
udala-divider (613, 1114, 937, 1120)
angul-photo-2 (209, 899, 310, 1024)
issue-date: ୩୧ ଅଗଷ୍ଟ, ୨୦୨୬ (23, 17, 203, 44)
angul-line3: ତରଫରୁ ସହରବାସୀଙ୍କୁ ହାର୍ଦ୍ଦିକ ଅଭିନନ୍ଦନ (133, 863, 386, 882)
person-name: ଶ୍ରୀଯୁକ୍ତ ଶିବ ପ୍ରସାଦ ଗୌଡ଼ (1110, 734, 1273, 750)
kodala-heading1: ନିବେଦନ (234, 1353, 284, 1372)
nayagarh-footer1: ନିର୍ବାହୀ ଅଧିକାରୀ ଓ ସମସ୍ତ କର୍ମଚାରୀ (209, 625, 474, 648)
person-org: ବୀରମିତ୍ରପୁର (388, 2149, 457, 2164)
person-name: ଶ୍ରୀମତୀ ଆରତୀ ଭାରତ (1074, 1504, 1187, 1519)
nayagarh-line1: ଆମ ସହର ଆମର ଗର୍ବ ଓ ଗୌରବ (207, 359, 476, 383)
jatani-head6: At / Ps- Jatani, Dist-Khordha (Odisha), Pin- 752050 (1122, 1019, 1436, 1033)
titilagarh-closing1: ଟିଟିଲାଗଡ଼ ସହର ଆପଣଙ୍କର (1201, 2063, 1358, 2079)
kendrapara-title: କେନ୍ଦ୍ରାପଡ଼ା ପୌର ପରିଷଦ, କେନ୍ଦ୍ରାପଡ଼ା (544, 1673, 995, 1704)
person-role: ନିର୍ବାହୀ ଅଧିକାରୀ (616, 1469, 703, 1486)
person-name: ଶ୍ରୀ ସତ୍ୟ ପ୍ରକାଶ ତ୍ରିପାଠୀ (37, 1034, 184, 1049)
news-continued: ଏଠି ପ୍ରଶ୍ନ ଉଠୁଛି, ପୋଲିସର ପାଟ୍ରୋଲିଂ ଓ ନଜରଦାରୀ ଯଥେଷ୍ଟ କି? ଆଇନର ଦଣ୍ଡ ବ୍ୟବସ୍ଥା ଭୟ ଅପରାଧୀଙ୍କ ମନରେ ରହୁଛି କି? ଦଣ୍ଡ ବ୍ୟବସ୍ଥାର ଭୟ ଅପରାଧକୁ ରୋକିପାରୁଛି କି? ଅନ୍ୟପଟେ, ଲୋକଙ୍କ ଭିତରେ ଚୋରି ମଧ୍ୟ ଘଟୁଛି। ରାତି ସମୟରେ ରାସ୍ତା ନିର୍ଜନ ହୋଇଯିବା ଓ ସନ୍ଦେହଜନକ ବ୍ୟକ୍ତିଙ୍କ ଗତିବିଧି ଉପରେ ନଜର ରଖିବା ଆବଶ୍ୟକ। ଅତୀତରେ ହୋଇଥିବା ଚୋରି ଘଟଣାର ତଦନ୍ତ ସମ୍ପୂର୍ଣ୍ଣ ହୋଇନି। ଲୋକମାନେ ସଚେତନ ରହିବା ସହ ପୋଲିସ ପ୍ରଶାସନ ଏହି ଘଟଣାକୁ ଗୁରୁତର ଭାବେ ନେଇ ଶୀଘ୍ର ଚିହ୍ନଟ କରି ଆଇନ ଅନୁଯାୟୀ ଦଣ୍ଡ ଦେବାକୁ ସାଧାରଣରେ ଦାବି ହେଉଛି। (530, 912, 1020, 1029)
person-role: ଅଧ୍ୟକ୍ଷା (898, 2076, 941, 2091)
list-item: 5. ନୂତନ ବାସଗୃହ, ଦୋକାନ ଘର ଆଦି ନିର୍ମାଣ କରିବା ପୂର୍ବରୁ ପୌର ସଂସ୍ଥାର ଗୃହର ନକ୍ସା ଅନୁମୋଦନ କରି ନିଅନ୍ତୁ। ଯଦି ପୂର୍ବରୁ ପୌର ସଂସ୍ଥାର ବିନା ଅନୁମୋଦନ ରେ ଘର ନିର୍ମାଣ କରିସାରିଛନ୍ତି, ଆଗାମୀ ଦିନରେ ଓଡ଼ିଶା ସରକାରଙ୍କ ଗୃହ ଓ ନଗର ଉନ୍ନୟନ ବିଭାଗ ଦ୍ୱାରା ପ୍ରଚଳିତ ଯୋଜନାରେ ଗୃହର ନକ୍ସା ଓ ପ୍ଲାନ ଅନୁମୋଦନ କରି ନିଅନ୍ତୁ। (568, 1977, 995, 2050)
angul-photo-1 (59, 899, 161, 1024)
nayagarh-motto: "ପୌର ପରିଷଦ ସମ୍ପତ୍ତିର ସୁରକ୍ଷା, ଆମ ସମସ୍ତଙ୍କର ଦାୟିତ୍ୱ" (78, 460, 605, 484)
person-role: ଅଧ୍ୟକ୍ଷା (966, 752, 1012, 769)
person-role: ଉପାଧ୍ୟକ୍ଷା (1104, 1521, 1157, 1536)
page-number: ପୃଷ୍ଠା – ୭ (1375, 17, 1473, 44)
list-item: ➤ ନିର୍ମାଣ ଧାର୍ଯ୍ୟ ଟିକସ ପ୍ରଦାନ କରି ପୌରପରିଷଦର ଆର୍ଥିକ ପ୍ରଗତିରେ ସହାୟକ ହୁଅନ୍ତୁ। (544, 1250, 1006, 1269)
jatani-head1: ଗୃହ ନିର୍ମାଣ ଓ ନଗର ଉନ୍ନୟନ ବିଭାଗ, ଓଡ଼ିଶା ସରକାର (1118, 915, 1440, 932)
list-item: 6. ବ୍ୟବସାୟୀମାନେ ନିଜର ବ୍ୟବସାୟ ପ୍ରତିଷ୍ଠାନରେ ଟ୍ରେଡ ଲାଇସେନ୍ସ ନେବା ସହ Holding Tax, User Fee, Hoarding Fee ଓ ଅନ୍ୟାନ୍ୟ ଟ୍ୟାକ୍ସ ଠିକ ସମୟରେ ପଇଠ କରନ୍ତୁ। (1078, 1271, 1502, 1322)
person-org: ବୀରମିତ୍ରପୁର (79, 2149, 149, 2164)
list-item: 4. ପ୍ଲାଷ୍ଟିକ ବ୍ୟାଗର ବ୍ୟବହାର ସ୍ୱାସ୍ଥ୍ୟହାନୀ ଘଟାଉଥିବାରୁ ଏବଂ ପରିବେଶ ପ୍ରତି ପ୍ରତିକୂଳ ପ୍ରଭାବ ପକାଉଥିବାରୁ ଏହାକୁ ବ୍ୟବହାର ନ କରିବାକୁ ଅନୁରୋଧ। (1081, 1888, 1502, 1924)
list-item: 3. ପ୍ଲାଷ୍ଟିକ ଓ ପଲିଥିନ୍ ବ୍ୟବହାର ବନ୍ଦ କରନ୍ତୁ ନାହିଁ। ଯଦି କେହି ବ୍ୟବହାର କରନ୍ତି ତେବେ ତାଙ୍କଠାରୁ ଜୋରିମାନା ରାଶି ଆଦାୟ ସହ ଆଇନଗତ କାର୍ଯ୍ୟାନୁଷ୍ଠାନ ଗ୍ରହଣ କରିବେ। (1078, 1166, 1502, 1200)
kodala-list (38, 1373, 480, 1450)
list-item: 6. ପରିବେଶ ପ୍ରଦୂଷଣ ପ୍ରତିରୋଧ ନିମନ୍ତେ ରାସ୍ତା ପାର୍ଶ୍ୱରେ ବୃକ୍ଷରୋପଣ କରନ୍ତୁ। (1081, 1963, 1502, 1982)
list-item: 12. ପୌରାଞ୍ଚଳରେ ଜନସାଧାରଣ ପାଇଁ ଯେଉଁ ସେବା ଯୋଗାଇ ଦିଆଯାଉଛି ତାହାରେ ସହଯୋଗ କରନ୍ତୁ ଓ ସଠିକ ତଥ୍ୟ ପ୍ରଦାନ କରନ୍ତୁ। (1078, 1464, 1502, 1498)
header-rule (17, 57, 1521, 59)
list-item: ➤ ଜନ ନିଷ୍କାସନ ପାଇଁ ଉଦ୍ଦିଷ୍ଟ ନାଳରେ ଅଳିଆ ଆବର୍ଜନା ପକାନ୍ତୁ ନାହିଁ। (544, 1231, 1006, 1250)
registration-strip-right (1236, 2389, 1515, 2397)
kodala-email: ଇମେଲ: nackodala@gmail.com (105, 1263, 314, 1279)
list-item: 2. ନିଜ ଘରର ଆବର୍ଜନା ଏନ.ଏ.ସି. ଗାଡ଼ିକୁ ଦିଅନ୍ତୁ। (63, 1411, 480, 1430)
municipal-logo-icon (558, 113, 646, 203)
list-item: 5. ଜନ୍ମ ମୃତ୍ୟୁ ପଞ୍ଜୀକରଣ ଠିକ ସମୟରେ କରନ୍ତୁ। (61, 1972, 499, 1991)
person-name: ଶ୍ରୀମତୀ ଆନ୍ଭିତା ଖୋଙ୍ଗା (1214, 1504, 1345, 1519)
gunupur-date: ୩୧ ଅଗଷ୍ଟ ୨୦୨୬ (1124, 181, 1260, 203)
gunupur-ad (868, 87, 1515, 897)
list-item: 7. ଘରର ଲାଟ୍ରିନ ଟାଙ୍କି ସଫା କରିବା ପାଇଁ ପୌର ପରିଷଦର ସେପ୍ଟିକ ଗାଡ଼ି କୁ ବ୍ୟବହାର କରନ୍ତୁ। (912, 514, 1496, 534)
nayagarh-footer2: ପୌର ପରିଷଦ, ନୟାଗଡ଼ (251, 654, 432, 677)
